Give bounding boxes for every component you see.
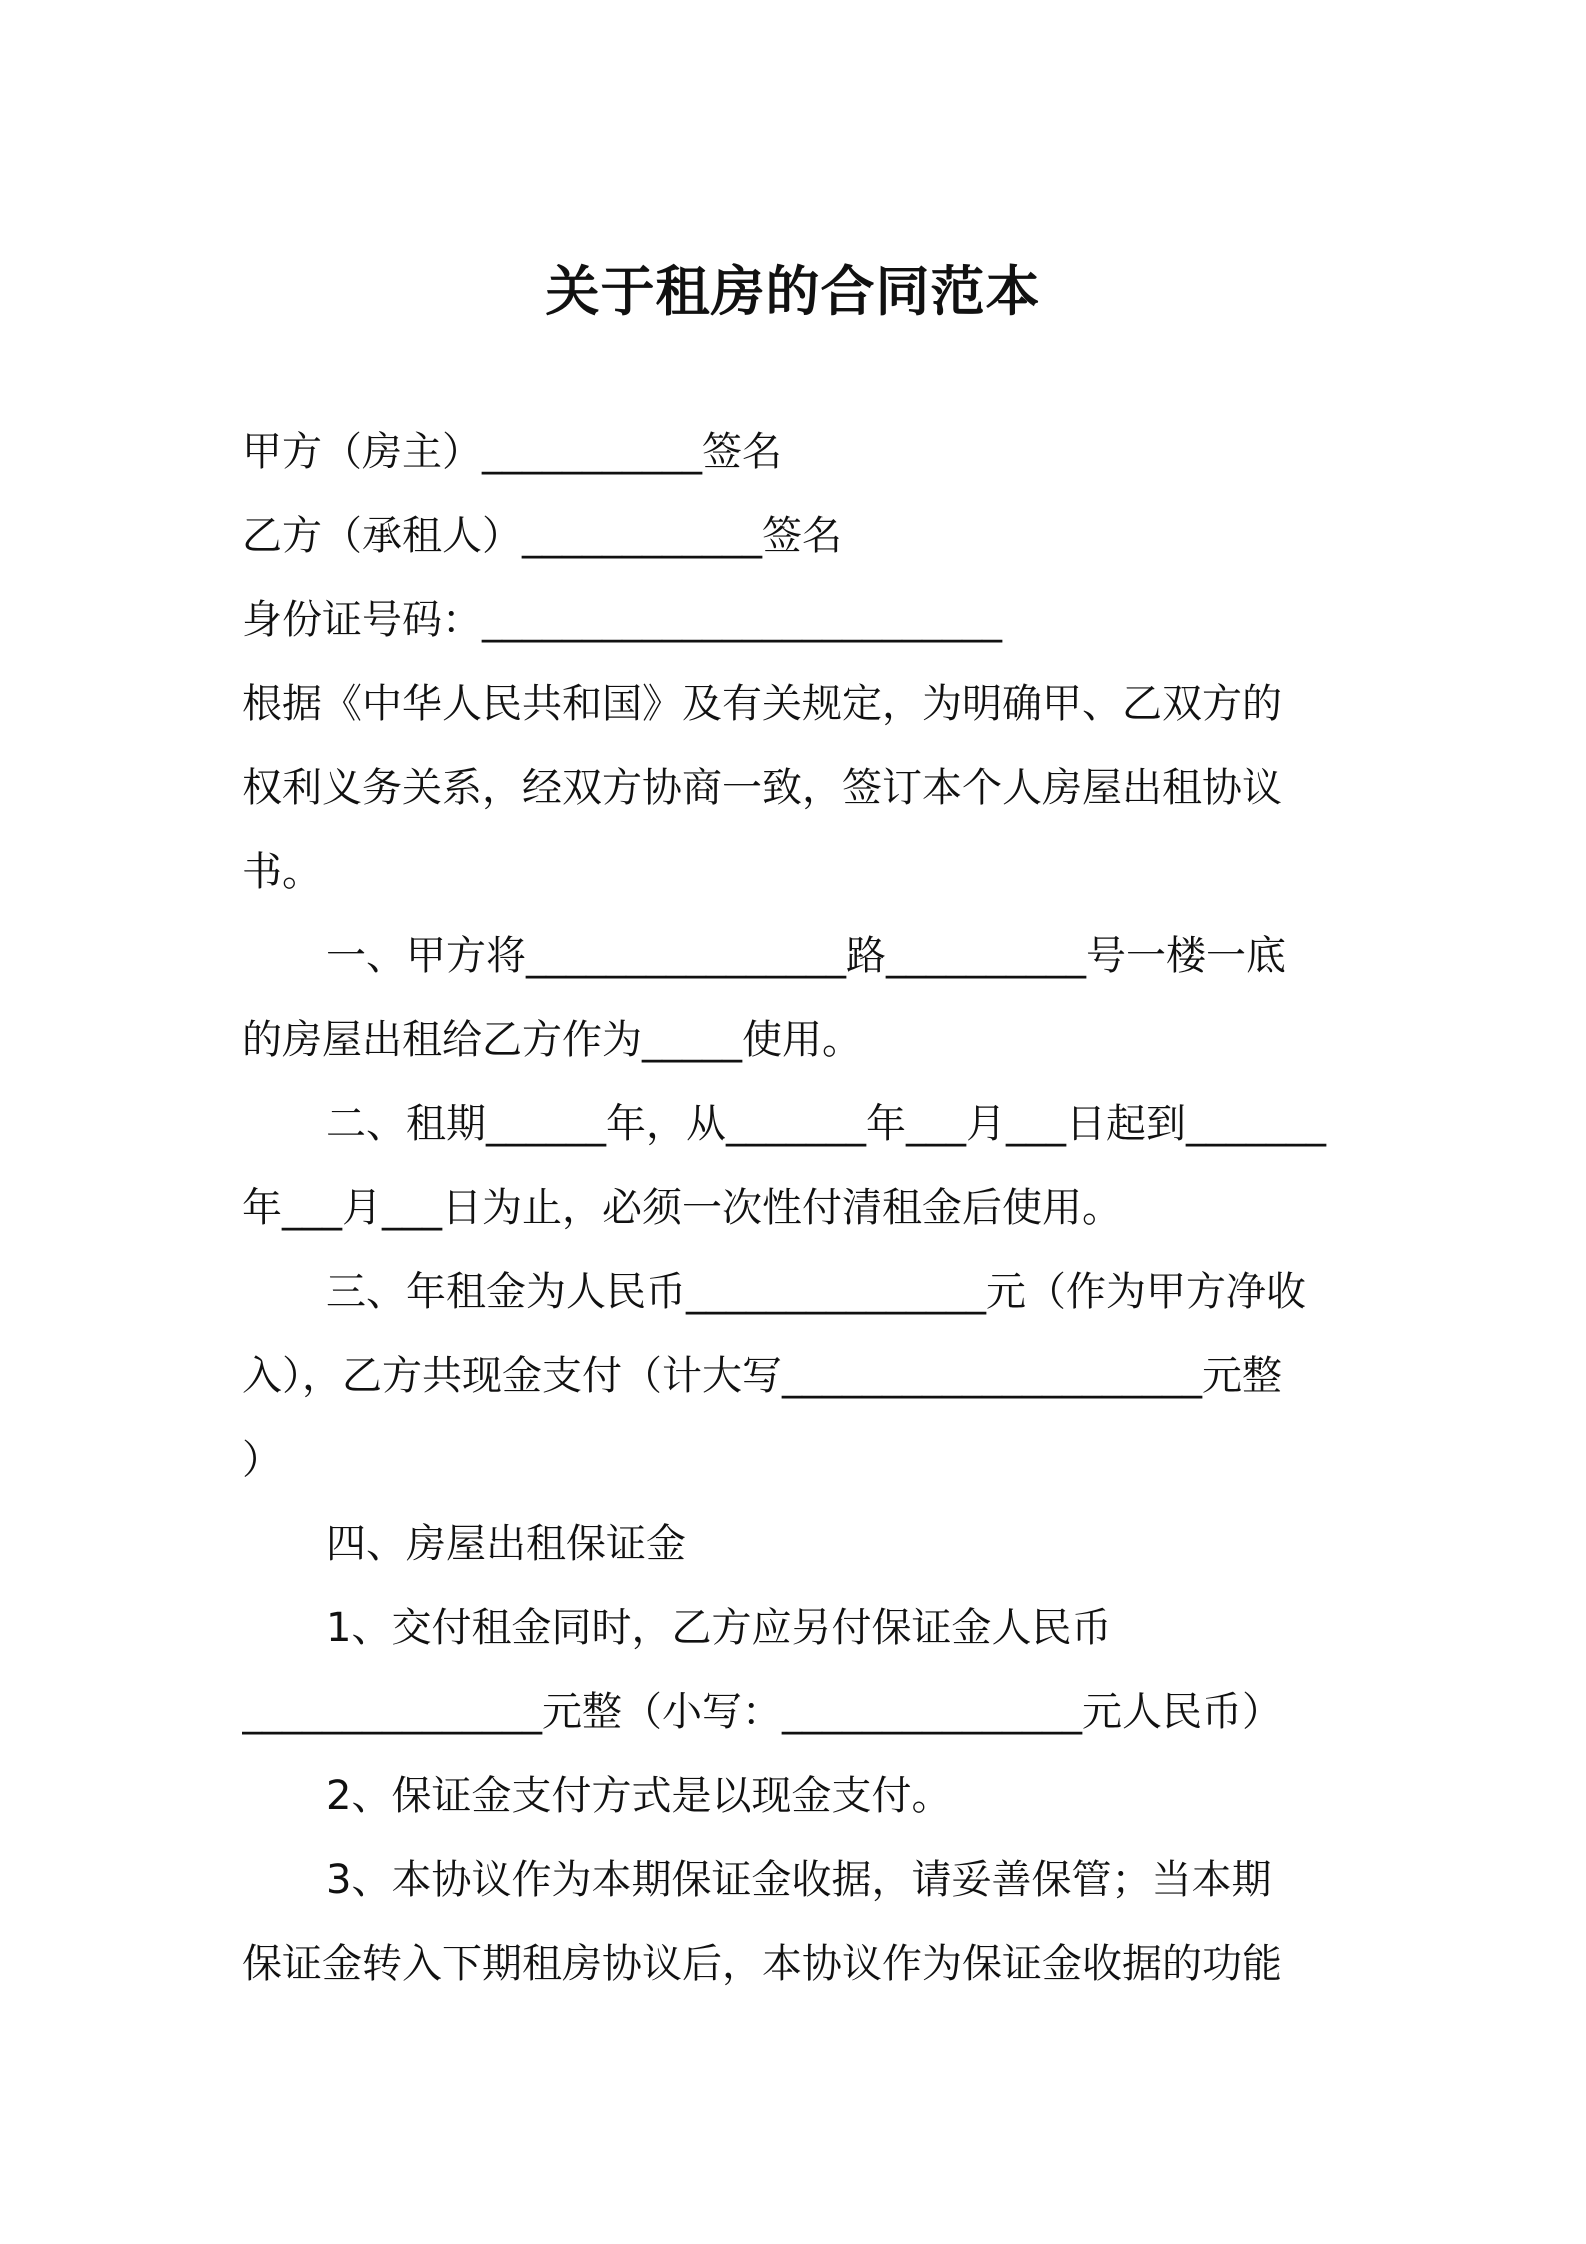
document-title: 关于租房的合同范本 [545, 260, 1041, 323]
preamble-line-3: 书。 [242, 849, 322, 895]
clause-1-line-1: 一、甲方将________________路__________号一楼一底 [326, 933, 1286, 979]
clause-1-line-2: 的房屋出租给乙方作为_____使用。 [242, 1017, 862, 1063]
clause-4-item-1-line-2: _______________元整（小写：_______________元人民币） [242, 1689, 1282, 1735]
clause-4-item-3-line-1: 3、本协议作为本期保证金收据，请妥善保管；当本期 [326, 1857, 1272, 1903]
id-number-line: 身份证号码：__________________________ [242, 597, 1002, 643]
clause-3-line-3: ） [242, 1437, 282, 1483]
clause-2-line-1: 二、租期______年，从_______年___月___日起到_______ [326, 1101, 1326, 1147]
clause-3-line-2: 入），乙方共现金支付（计大写_____________________元整 [242, 1353, 1282, 1399]
clause-3-line-1: 三、年租金为人民币_______________元（作为甲方净收 [326, 1269, 1306, 1315]
document-body [242, 410, 1352, 2006]
preamble-line-1: 根据《中华人民共和国》及有关规定，为明确甲、乙双方的 [242, 681, 1282, 727]
clause-4-heading: 四、房屋出租保证金 [326, 1521, 686, 1567]
clause-2-line-2: 年___月___日为止，必须一次性付清租金后使用。 [242, 1185, 1122, 1231]
landlord-line: 甲方（房主）___________签名 [242, 429, 782, 475]
preamble-line-2: 权利义务关系，经双方协商一致，签订本个人房屋出租协议 [242, 765, 1282, 811]
clause-4-item-1-line-1: 1、交付租金同时，乙方应另付保证金人民币 [326, 1605, 1112, 1651]
clause-4-item-2: 2、保证金支付方式是以现金支付。 [326, 1773, 952, 1819]
tenant-line: 乙方（承租人）____________签名 [242, 513, 842, 559]
clause-4-item-3-line-2: 保证金转入下期租房协议后，本协议作为保证金收据的功能 [242, 1941, 1282, 1987]
